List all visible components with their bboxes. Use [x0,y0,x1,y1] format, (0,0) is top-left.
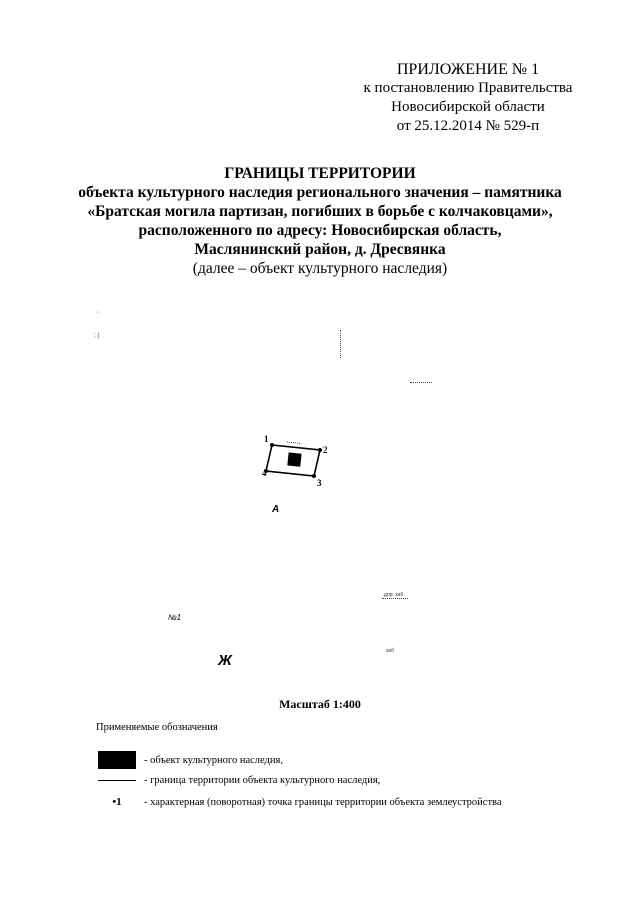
boundary-point-1 [270,443,274,447]
heritage-object-rect [287,452,301,466]
map-label-small: заб [386,648,394,654]
heading-line-4: Маслянинский район, д. Дресвянка [194,241,446,258]
map-scale: Масштаб 1:400 [279,697,361,711]
map-speck-1: ' [97,312,99,318]
map-speck-4 [382,598,408,599]
point-label-4: 4 [262,468,267,478]
legend-title: Применяемые обозначения [96,722,218,733]
map-letter-zh: Ж [218,652,232,669]
legend-item-object [96,750,283,770]
appendix-block [328,60,608,136]
legend-point-icon: •1 [112,796,122,808]
map-speck-2: ; ( [94,333,100,339]
legend-item-boundary [96,770,380,790]
point-label-3: 3 [317,478,322,488]
point-label-2: 2 [323,445,328,455]
map-label-road: дор. заб [384,592,404,598]
heading-title: ГРАНИЦЫ ТЕРРИТОРИИ [224,165,416,182]
appendix-line-1: к постановлению Правительства [363,80,573,96]
heading-line-1: объекта культурного наследия регионального значения – памятника [78,184,562,201]
map-speck-vertical [340,330,347,358]
legend-item-text: - объект культурного наследия, [144,754,283,766]
boundary-plot [260,430,340,492]
point-label-1: 1 [264,434,269,444]
appendix-line-3: от 25.12.2014 № 529-п [396,118,540,134]
heading-line-3: расположенного по адресу: Новосибирская область, [138,222,502,239]
legend-filled-rect-icon [96,750,138,770]
legend-line-icon [96,770,138,790]
boundary-point-2 [318,448,322,452]
legend-item-text: - граница территории объекта культурного наследия, [144,774,381,786]
legend-item-point [96,792,502,812]
legend-item-text: - характерная (поворотная) точка границы территории объекта землеустройства [144,796,502,808]
map-speck-3 [410,382,432,383]
appendix-line-2: Новосибирской области [391,99,545,115]
map-letter-a: А [272,504,280,515]
appendix-title: ПРИЛОЖЕНИЕ № 1 [396,61,540,78]
heading-line-5: (далее – объект культурного наследия) [192,260,448,277]
document-heading [60,164,580,278]
boundary-point-3 [312,474,316,478]
map-label-no1: №1 [168,613,182,622]
heading-line-2: «Братская могила партизан, погибших в борьбе с колчаковцами», [87,203,553,220]
site-plan-map [0,290,640,690]
